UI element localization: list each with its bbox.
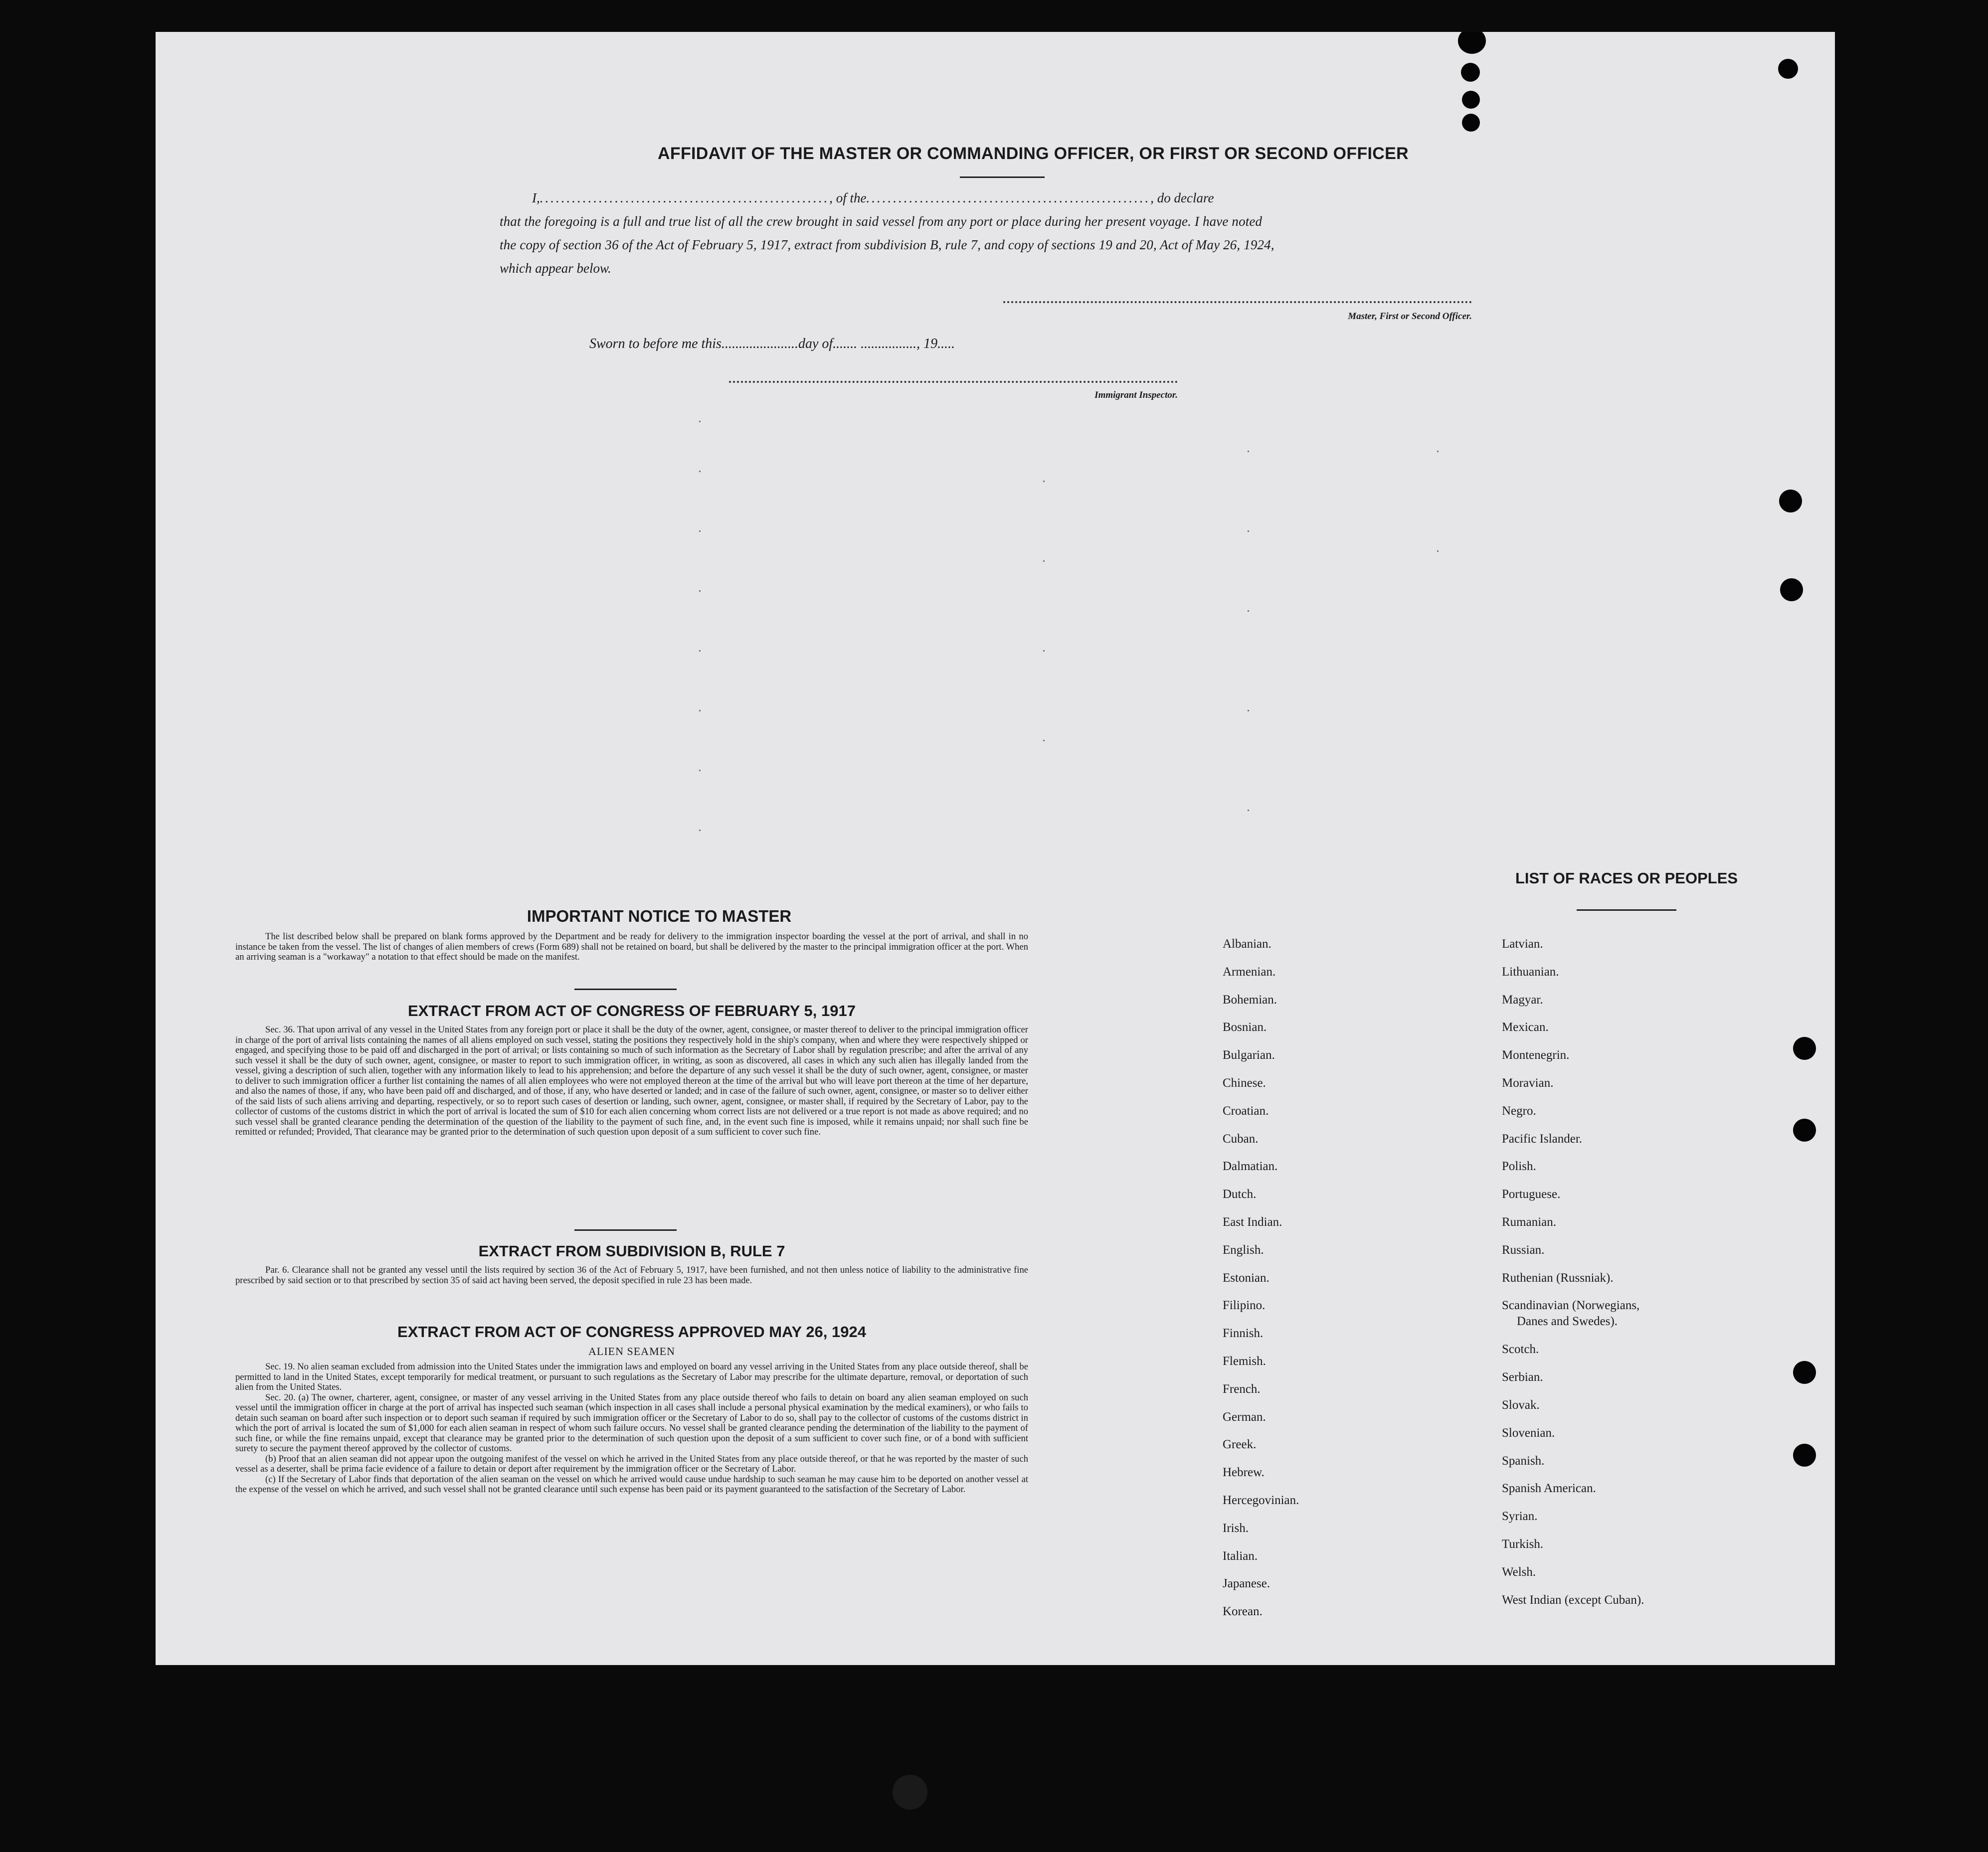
race-item: Korean. — [1223, 1605, 1263, 1619]
notice-body — [235, 932, 1028, 963]
race-item: Italian. — [1223, 1549, 1258, 1563]
extract-1917-title: EXTRACT FROM ACT OF CONGRESS OF FEBRUARY 5, 1917 — [408, 1002, 856, 1019]
punch-hole — [1793, 1361, 1816, 1384]
faint-dot — [699, 530, 701, 532]
race-item: Croatian. — [1223, 1104, 1269, 1118]
sec-36-paragraph: Sec. 36. That upon arrival of any vessel in the United States from any foreign port or place it shall be the duty of the owner, agent, consignee, or master thereof to deliver to the principal immigration officer in charge of the port of arrival lists containing the names of all aliens employed on such vessel, stating the positions they respectively hold in the ship's company, when and where they were respectively shipped or engaged, and specifying those to be paid off and discharged in the port of arrival; or lists containing so much of such information as the Secretary of Labor shall by regulation prescribe; and after the arrival of any such vessel it shall be the duty of such owner, agent, consignee, or master to report to such immigration officer, in writing, as soon as discovered, all cases in which any such alien has illegally landed from the vessel, giving a description of such alien, together with any information likely to lead to his apprehension; and before the departure of any such vessel it shall be the duty of such owner, agent, consignee, or master to deliver to such immigration officer a further list containing the names of all alien employees who were not employed thereon at the time of the arrival but who will leave port thereon at the time of her departure, and also the names of those, if any, who have been paid off and discharged, and of those, if any, who have deserted or landed; and in case of the failure of such owner, agent, consignee, or master so to deliver either of the said lists of such aliens arriving and departing, respectively, or so to report such cases of desertion or landing, such owner, agent, consignee, or master shall, if required by the Secretary of Labor, pay to the collector of customs of the customs district in which the port of arrival is located the sum of $10 for each alien concerning whom correct lists are not delivered or a true report is not made as above required; and no such vessel shall be granted clearance pending the determination of the question of the liability to the payment of such fine, and, in the event such fine is imposed, while it remains unpaid; nor shall such fine be remitted or refunded; Provided, That clearance may be granted prior to the determination of such question upon deposit of a sum sufficient to cover such fine. — [235, 1024, 1028, 1137]
races-left-column — [1223, 930, 1299, 1626]
title-rule — [960, 176, 1045, 178]
race-item: Bosnian. — [1223, 1020, 1267, 1034]
race-item: Portuguese. — [1502, 1187, 1561, 1201]
faint-dot — [699, 421, 701, 422]
punch-hole — [1461, 63, 1480, 82]
punch-hole — [1779, 490, 1802, 512]
extract-1924-body — [235, 1362, 1028, 1495]
faint-dot — [1043, 481, 1045, 482]
sec-20b-paragraph: (b) Proof that an alien seaman did not appear upon the outgoing manifest of the vessel on which he arrived in the United States from any place outside thereof, or that he was reported by the master of such vessel as a deserter, shall be prima facie evidence of a failure to detain or deport after requirement by the immigration officer or the Secretary of Labor. — [235, 1453, 1028, 1474]
race-item: Latvian. — [1502, 937, 1543, 951]
punch-hole — [1778, 59, 1798, 79]
races-right-column — [1502, 930, 1644, 1614]
race-item: Syrian. — [1502, 1510, 1538, 1523]
race-item: Estonian. — [1223, 1271, 1269, 1285]
race-item: East Indian. — [1223, 1215, 1282, 1229]
punch-hole — [1780, 578, 1803, 601]
master-signature-line[interactable] — [1003, 301, 1472, 303]
punch-hole — [1462, 114, 1480, 132]
faint-dot — [1043, 740, 1045, 741]
race-item: French. — [1223, 1382, 1261, 1396]
faint-dot — [699, 770, 701, 771]
race-item: Dutch. — [1223, 1187, 1257, 1201]
race-item: Magyar. — [1502, 993, 1543, 1007]
notice-paragraph: The list described below shall be prepared on blank forms approved by the Department and be ready for delivery to the immigration inspector boarding the vessel at the port of arrival, and shall in no instance be taken from the vessel. The list of changes of alien members of crews (Form 689) shall not be retained on board, but shall be delivered by the master to the principal immigration officer at the port. When an arriving seaman is a "workaway" a notation to that effect should be made on the manifest. — [235, 931, 1028, 962]
race-item: Scandinavian (Norwegians, Danes and Swedes). — [1502, 1299, 1640, 1329]
sworn-statement: Sworn to before me this......................day of....... ................, 19..... — [589, 336, 955, 351]
declaration-text — [500, 186, 1472, 280]
race-item: Dalmatian. — [1223, 1160, 1278, 1174]
scanner-hole — [893, 1775, 927, 1810]
extract-1924-title: EXTRACT FROM ACT OF CONGRESS APPROVED MAY 26, 1924 — [397, 1323, 866, 1341]
inspector-signature-line[interactable] — [729, 381, 1178, 383]
section-rule — [574, 1229, 677, 1231]
faint-dot — [1043, 560, 1045, 562]
document-page — [156, 32, 1835, 1665]
race-item: Ruthenian (Russniak). — [1502, 1271, 1614, 1285]
race-item: Russian. — [1502, 1243, 1545, 1257]
race-item: Armenian. — [1223, 965, 1276, 979]
races-title: LIST OF RACES OR PEOPLES — [1515, 869, 1738, 887]
race-item: Bulgarian. — [1223, 1048, 1275, 1062]
section-rule — [574, 989, 677, 990]
race-item: Slovenian. — [1502, 1426, 1555, 1440]
sec-20a-paragraph: Sec. 20. (a) The owner, charterer, agent, consignee, or master of any vessel arriving in the United States from any place outside thereof who fails to detain on board any alien seaman employed on such vessel until the immigration officer in charge at the port of arrival has inspected such seaman (which inspection in all cases shall include a personal physical examination by the medical examiners), or who fails to detain such seaman on board after such inspection or to deport such seaman if required by such immigration officer or the Secretary of Labor to do so, shall pay to the collector of customs of the customs district in which the port of arrival is located the sum of $1,000 for each alien seaman in respect of whom such failure occurs. No vessel shall be granted clearance pending the determination of the liability to the payment of such fine, or while the fine remains unpaid, except that clearance may be granted prior to the determination of such question upon the deposit of a sum sufficient to cover such fine, or of a bond with sufficient surety to secure the payment thereof approved by the collector of customs. — [235, 1392, 1028, 1454]
declaration-line-3: the copy of section 36 of the Act of February 5, 1917, extract from subdivision B, rule 7, and copy of sections 19 and 20, Act of May 26, 1924, — [500, 237, 1274, 252]
race-item: Japanese. — [1223, 1577, 1270, 1591]
race-item: English. — [1223, 1243, 1264, 1257]
race-item: Finnish. — [1223, 1327, 1264, 1341]
race-item: Greek. — [1223, 1438, 1257, 1452]
faint-dot — [1043, 650, 1045, 652]
punch-hole — [1793, 1444, 1816, 1467]
punch-hole — [1462, 91, 1480, 109]
punch-hole — [1458, 32, 1486, 54]
race-item: Rumanian. — [1502, 1215, 1557, 1229]
race-item: West Indian (except Cuban). — [1502, 1593, 1644, 1607]
faint-dot — [699, 830, 701, 831]
sec-20c-paragraph: (c) If the Secretary of Labor finds that deportation of the alien seaman on the vessel on which he arrived would cause undue hardship to such seaman he may cause him to be deported on another vessel at the expense of the vessel on which he arrived, and such vessel shall not be granted clearance until such expense has been paid or its payment guaranteed to the satisfaction of the Secretary of Labor. — [235, 1474, 1028, 1495]
race-item: Scotch. — [1502, 1343, 1539, 1356]
faint-dot — [1248, 710, 1249, 711]
master-signature-caption: Master, First or Second Officer. — [1348, 311, 1472, 322]
faint-dot — [699, 471, 701, 472]
race-item: Bohemian. — [1223, 993, 1277, 1007]
race-item: Turkish. — [1502, 1537, 1544, 1551]
faint-dot — [699, 710, 701, 711]
punch-hole — [1793, 1119, 1816, 1142]
race-item: Slovak. — [1502, 1398, 1540, 1412]
rule-7-title: EXTRACT FROM SUBDIVISION B, RULE 7 — [478, 1242, 785, 1260]
rule-7-body — [235, 1265, 1028, 1286]
faint-dot — [1437, 550, 1439, 552]
faint-dot — [1437, 451, 1439, 452]
faint-dot — [1248, 451, 1249, 452]
race-item: Cuban. — [1223, 1132, 1259, 1146]
affidavit-title: AFFIDAVIT OF THE MASTER OR COMMANDING OFFICER, OR FIRST OR SECOND OFFICER — [658, 144, 1409, 163]
par-6-paragraph: Par. 6. Clearance shall not be granted any vessel until the lists required by section 36 of the Act of February 5, 1917, have been furnished, and not then unless notice of liability to the administrative fine prescribed by said section or to that prescribed by section 35 of said act having been served, the deposit specified in rule 23 has been made. — [235, 1265, 1028, 1286]
race-item: Hercegovinian. — [1223, 1493, 1299, 1507]
race-item: Chinese. — [1223, 1076, 1266, 1090]
race-item: Serbian. — [1502, 1370, 1543, 1384]
race-item: German. — [1223, 1410, 1266, 1424]
declaration-line-4: which appear below. — [500, 261, 611, 276]
faint-dot — [1248, 610, 1249, 612]
faint-dot — [699, 590, 701, 592]
race-item: Pacific Islander. — [1502, 1132, 1583, 1146]
race-item: Albanian. — [1223, 937, 1271, 951]
alien-seamen-subtitle: ALIEN SEAMEN — [588, 1345, 675, 1357]
faint-dot — [1248, 530, 1249, 532]
extract-1917-body — [235, 1025, 1028, 1138]
race-item: Moravian. — [1502, 1076, 1554, 1090]
declaration-line-1: I,......................................................, of the....................................................., do declare — [532, 190, 1214, 205]
race-item: Welsh. — [1502, 1565, 1536, 1579]
faint-dot — [699, 650, 701, 652]
race-item: Spanish American. — [1502, 1482, 1596, 1496]
race-item: Irish. — [1223, 1521, 1249, 1535]
punch-hole — [1793, 1037, 1816, 1060]
races-rule — [1577, 909, 1676, 911]
race-item: Spanish. — [1502, 1454, 1545, 1468]
race-item: Mexican. — [1502, 1020, 1549, 1034]
race-item: Lithuanian. — [1502, 965, 1559, 979]
race-item: Hebrew. — [1223, 1466, 1265, 1480]
race-item: Filipino. — [1223, 1299, 1265, 1313]
sec-19-paragraph: Sec. 19. No alien seaman excluded from admission into the United States under the immigration laws and employed on board any vessel arriving in the United States from any place outside thereof, shall be permitted to land in the United States, except temporarily for medical treatment, or pursuant to such regulations as the Secretary of Labor may prescribe for the ultimate departure, removal, or deportation of such alien from the United States. — [235, 1361, 1028, 1392]
inspector-caption: Immigrant Inspector. — [1094, 390, 1178, 400]
declaration-line-2: that the foregoing is a full and true list of all the crew brought in said vessel from any port or place during her present voyage. I have noted — [500, 214, 1263, 229]
race-item: Flemish. — [1223, 1354, 1266, 1368]
race-item: Negro. — [1502, 1104, 1536, 1118]
race-item: Polish. — [1502, 1160, 1536, 1174]
faint-dot — [1248, 810, 1249, 811]
race-item: Montenegrin. — [1502, 1048, 1570, 1062]
notice-title: IMPORTANT NOTICE TO MASTER — [527, 907, 792, 925]
